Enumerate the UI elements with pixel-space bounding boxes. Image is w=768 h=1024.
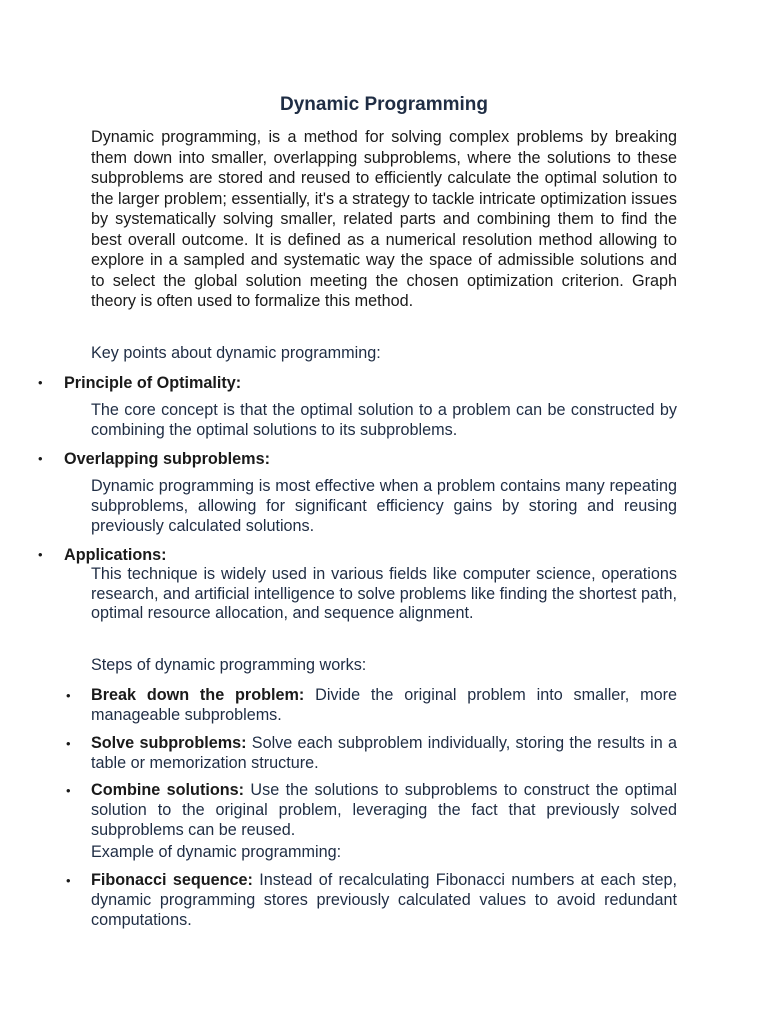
page-title: Dynamic Programming: [280, 94, 488, 115]
example-fibonacci: [91, 870, 677, 930]
step-heading: Solve subproblems:: [91, 734, 247, 752]
step-break-down: [91, 685, 677, 725]
step-solve: [91, 733, 677, 773]
step-text: Use the solutions to subproblems to construct the optimal solution to the original problem, leveraging the fact that previously solved subproblems can be reused.: [91, 781, 677, 839]
key-point-text-applications: This technique is widely used in various fields like computer science, operations research, and artificial intelligence to solve problems like finding the shortest path, optimal resource allocation, and sequence alignment.: [91, 565, 677, 622]
step-heading: Break down the problem:: [91, 686, 305, 704]
bullet-dot: •: [66, 873, 71, 888]
key-point-heading-optimality: Principle of Optimality:: [64, 374, 242, 392]
example-lead: Example of dynamic programming:: [91, 843, 342, 861]
example-heading: Fibonacci sequence:: [91, 871, 253, 889]
step-combine: [91, 780, 677, 840]
key-point-text-optimality: The core concept is that the optimal solution to a problem can be constructed by combining the optimal solutions to its subproblems.: [91, 401, 677, 439]
step-heading: Combine solutions:: [91, 781, 244, 799]
bullet-dot: •: [66, 783, 71, 798]
key-point-heading-applications: Applications:: [64, 546, 167, 564]
bullet-dot: •: [38, 375, 43, 390]
bullet-dot: •: [66, 736, 71, 751]
key-point-text-overlapping: Dynamic programming is most effective when a problem contains many repeating subproblems, allowing for significant efficiency gains by storing and reusing previously calculated solutions.: [91, 477, 677, 535]
key-point-heading-overlapping: Overlapping subproblems:: [64, 450, 270, 468]
example-text: Instead of recalculating Fibonacci numbers at each step, dynamic programming stores previously calculated values to avoid redundant computations.: [91, 871, 677, 929]
step-text: Divide the original problem into smaller, more manageable subproblems.: [91, 686, 678, 724]
intro-paragraph: Dynamic programming, is a method for solving complex problems by breaking them down into smaller, overlapping subproblems, where the solutions to these subproblems are stored and reused to efficiently calculate the optimal solution to the larger problem; essentially, it's a strategy to tackle intricate optimization issues by systematically solving smaller, related parts and combining them to find the best overall outcome. It is defined as a numerical resolution method allowing to explore in a sampled and systematic way the space of admissible solutions and to select the global solution meeting the chosen optimization criterion. Graph theory is often used to formalize this method.: [91, 128, 677, 310]
key-points-lead: Key points about dynamic programming:: [91, 344, 381, 362]
bullet-dot: •: [38, 547, 43, 562]
steps-lead: Steps of dynamic programming works:: [91, 656, 367, 674]
bullet-dot: •: [66, 688, 71, 703]
step-text: Solve each subproblem individually, storing the results in a table or memorization structure.: [91, 734, 677, 772]
bullet-dot: •: [38, 451, 43, 466]
